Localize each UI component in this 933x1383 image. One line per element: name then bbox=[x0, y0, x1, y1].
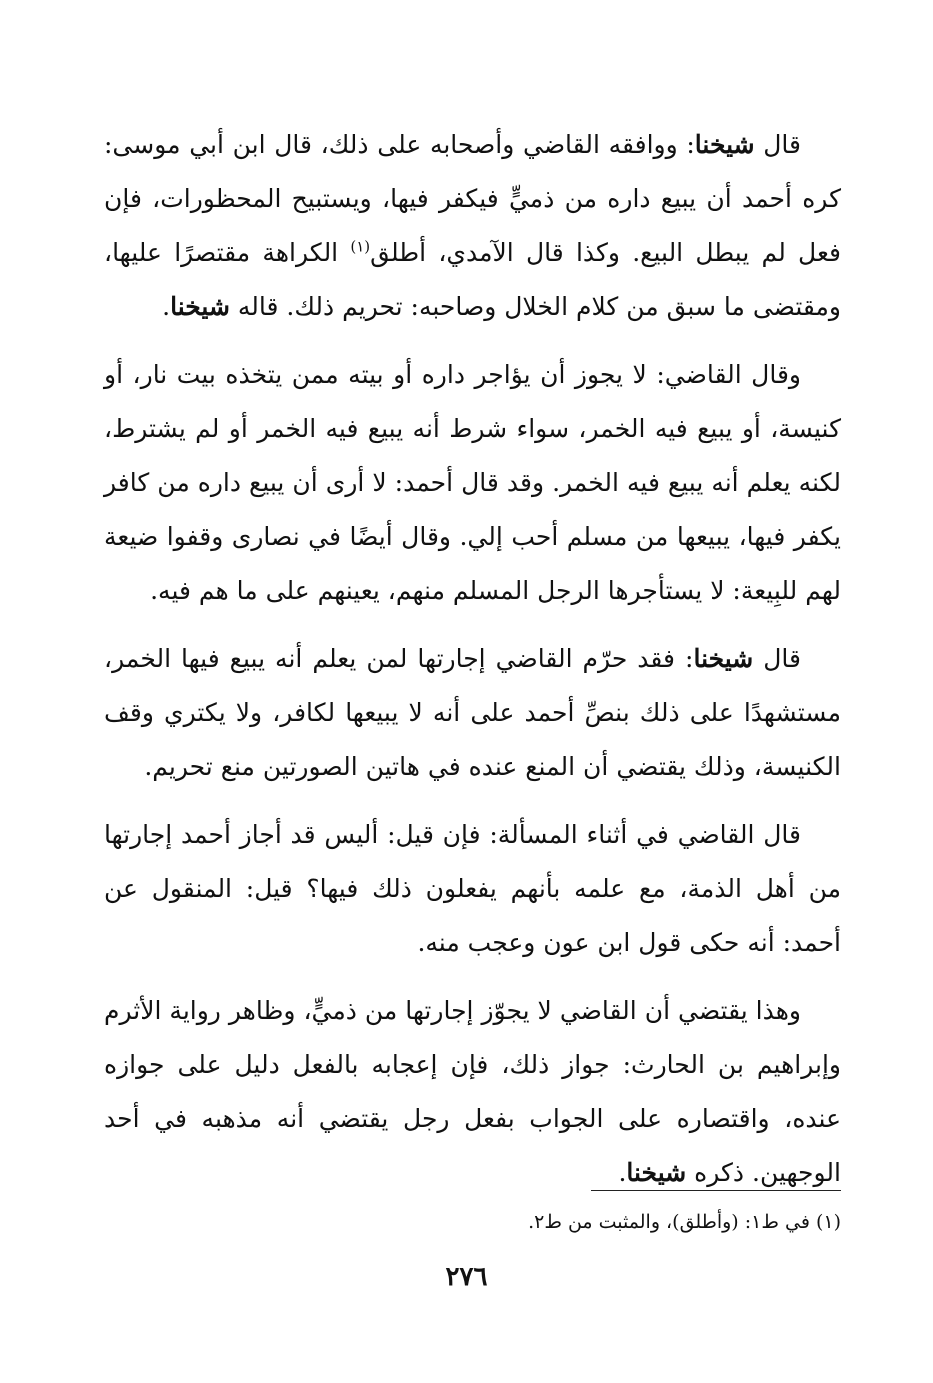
emphasis-text: شيخنا bbox=[626, 1158, 687, 1187]
emphasis-text: شيخنا bbox=[170, 292, 230, 321]
footnote-divider bbox=[591, 1190, 841, 1191]
paragraph-1 bbox=[104, 118, 841, 334]
paragraph-3 bbox=[104, 632, 841, 794]
footnote-marker[interactable]: (١) bbox=[350, 237, 371, 256]
text-segment: وقال القاضي: لا يجوز أن يؤاجر داره أو بيته ممن يتخذه بيت نار، أو كنيسة، أو يبيع فيه الخمر، سواء شرط أنه يبيع فيه الخمر أو لم يشترط، لكنه يعلم أنه يبيع فيه الخمر. وقد قال أحمد: لا أرى أن يبيع داره من كافر يكفر فيها، يبيعها من مسلم أحب إلي. وقال أيضًا في نصارى وقفوا ضيعة لهم للبِيعة: لا يستأجرها الرجل المسلم منهم، يعينهم على ما هم فيه. bbox=[104, 360, 841, 605]
text-segment: الكراهة مقتصرًا عليها، ومقتضى ما سبق من كلام الخلال وصاحبه: تحريم ذلك. قاله bbox=[104, 238, 841, 321]
text-segment: . bbox=[162, 292, 171, 321]
paragraph-4 bbox=[104, 808, 841, 970]
emphasis-text: شيخنا bbox=[693, 644, 754, 673]
text-segment: . bbox=[618, 1158, 627, 1187]
text-segment: وهذا يقتضي أن القاضي لا يجوّز إجارتها من ذميٍّ، وظاهر رواية الأثرم وإبراهيم بن الحارث: جواز ذلك، فإن إعجابه بالفعل دليل على جوازه عنده، واقتصاره على الجواب بفعل رجل يقتضي أنه مذهبه في أحد الوجهين. ذكره bbox=[104, 996, 842, 1187]
text-segment: : فقد حرّم القاضي إجارتها لمن يعلم أنه يبيع فيها الخمر، مستشهدًا على ذلك بنصِّ أحمد على أنه لا يبيعها لكافر، ولا يكتري وقف الكنيسة، وذلك يقتضي أن المنع عنده في هاتين الصورتين منع تحريم. bbox=[104, 644, 841, 781]
paragraph-2 bbox=[104, 348, 841, 618]
text-segment: قال bbox=[753, 644, 801, 673]
emphasis-text: شيخنا bbox=[694, 130, 755, 159]
page-body bbox=[104, 118, 841, 1214]
text-segment: قال bbox=[754, 130, 801, 159]
page-number: ٢٧٦ bbox=[445, 1262, 488, 1292]
footnote: (١) في ط١: (وأطلق)، والمثبت من ط٢. bbox=[528, 1211, 841, 1233]
paragraph-5 bbox=[104, 984, 841, 1200]
text-segment: قال القاضي في أثناء المسألة: فإن قيل: أليس قد أجاز أحمد إجارتها من أهل الذمة، مع علمه بأنهم يفعلون ذلك فيها؟ قيل: المنقول عن أحمد: أنه حكى قول ابن عون وعجب منه. bbox=[104, 820, 841, 957]
text-segment: : ووافقه القاضي وأصحابه على ذلك، قال ابن أبي موسى: كره أحمد أن يبيع داره من ذميٍّ فيكفر فيها، ويستبيح المحظورات، فإن فعل لم يبطل البيع. وكذا قال الآمدي، أطلق bbox=[104, 130, 841, 267]
